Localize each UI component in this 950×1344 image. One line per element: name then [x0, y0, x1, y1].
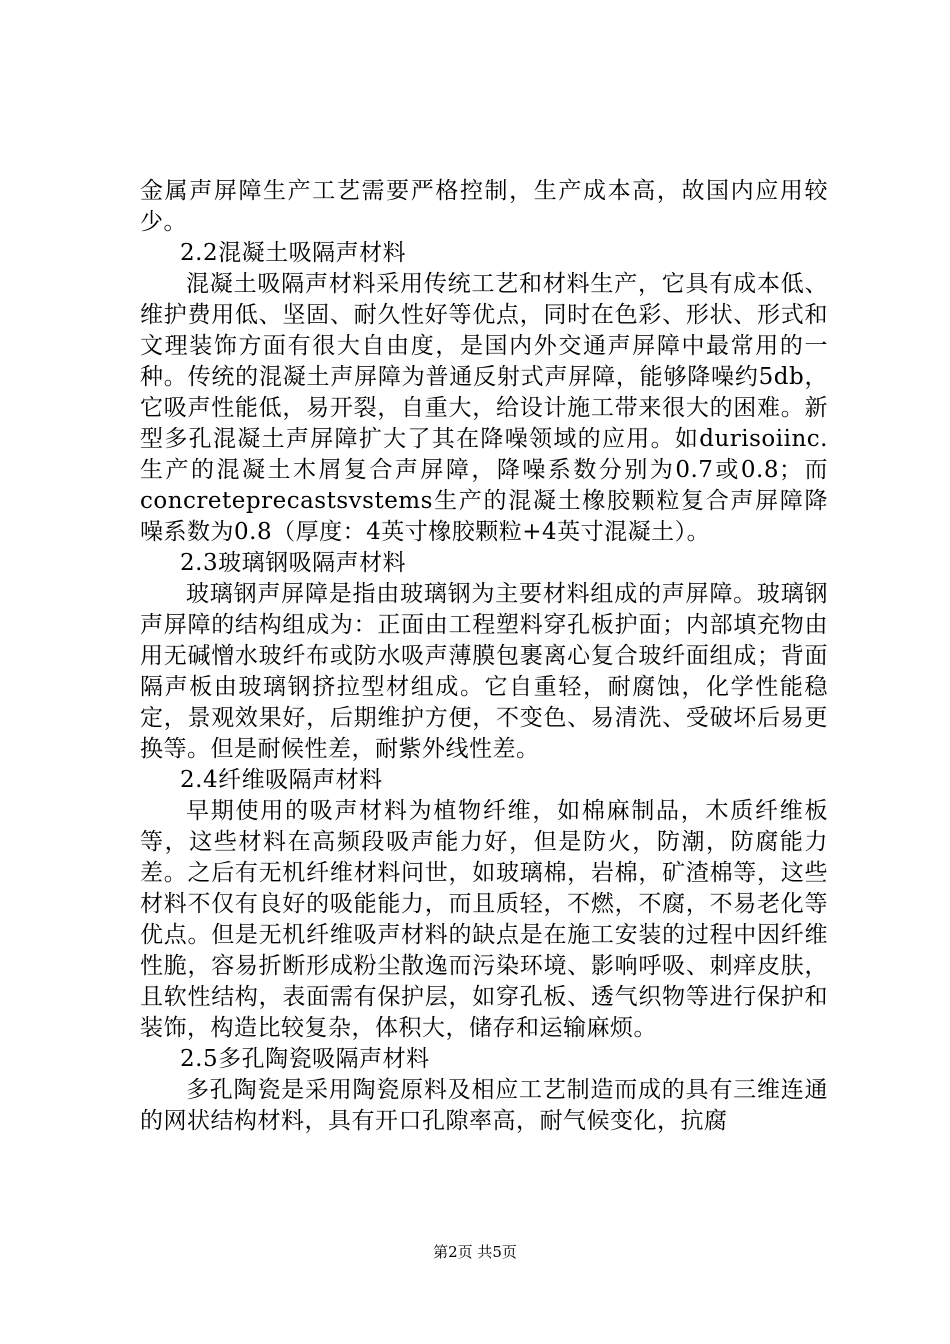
section-heading-2-2: 2.2混凝土吸隔声材料: [180, 240, 407, 266]
paragraph-fiber: 早期使用的吸声材料为植物纤维，如棉麻制品，木质纤维板等，这些材料在高频段吸声能力好，但是防火，防潮，防腐能力差。之后有无机纤维材料问世，如玻璃棉，岩棉，矿渣棉等，这些材料不仅有良好的吸能能力，而且质轻，不燃，不腐，不易老化等优点。但是无机纤维吸声材料的缺点是在施工安装的过程中因纤维性脆，容易折断形成粉尘散逸而污染环境、影响呼吸、刺痒皮肤，且软性结构，表面需有保护层，如穿孔板、透气织物等进行保护和装饰，构造比较复杂，体积大，储存和运输麻烦。: [140, 798, 828, 1041]
section-heading-2-5: 2.5多孔陶瓷吸隔声材料: [180, 1046, 430, 1072]
section-heading-2-4: 2.4纤维吸隔声材料: [180, 767, 383, 793]
page-number: 第2页 共5页: [433, 1243, 517, 1261]
document-body: [140, 176, 828, 1137]
section-heading-2-3: 2.3玻璃钢吸隔声材料: [180, 550, 407, 576]
paragraph-fiberglass: 玻璃钢声屏障是指由玻璃钢为主要材料组成的声屏障。玻璃钢声屏障的结构组成为：正面由工程塑料穿孔板护面；内部填充物由用无碱憎水玻纤布或防水吸声薄膜包裹离心复合玻纤面组成；背面隔声板由玻璃钢挤拉型材组成。它自重轻，耐腐蚀，化学性能稳定，景观效果好，后期维护方便，不变色、易清洗、受破坏后易更换等。但是耐候性差，耐紫外线性差。: [140, 581, 828, 762]
paragraph-ceramic: 多孔陶瓷是采用陶瓷原料及相应工艺制造而成的具有三维连通的网状结构材料，具有开口孔隙率高，耐气候变化，抗腐: [140, 1077, 828, 1134]
paragraph-concrete: 混凝土吸隔声材料采用传统工艺和材料生产，它具有成本低、维护费用低、坚固、耐久性好等优点，同时在色彩、形状、形式和文理装饰方面有很大自由度，是国内外交通声屏障中最常用的一种。传统的混凝土声屏障为普通反射式声屏障，能够降噪约5db，它吸声性能低，易开裂，自重大，给设计施工带来很大的困难。新型多孔混凝土声屏障扩大了其在降噪领域的应用。如durisoiinc.生产的混凝土木屑复合声屏障，降噪系数分别为0.7或0.8；而concreteprecastsvstems生产的混凝土橡胶颗粒复合声屏障降噪系数为0.8（厚度：4英寸橡胶颗粒+4英寸混凝土）。: [140, 271, 828, 545]
page-footer: [0, 1241, 950, 1262]
paragraph-continuation: 金属声屏障生产工艺需要严格控制，生产成本高，故国内应用较少。: [140, 178, 828, 235]
